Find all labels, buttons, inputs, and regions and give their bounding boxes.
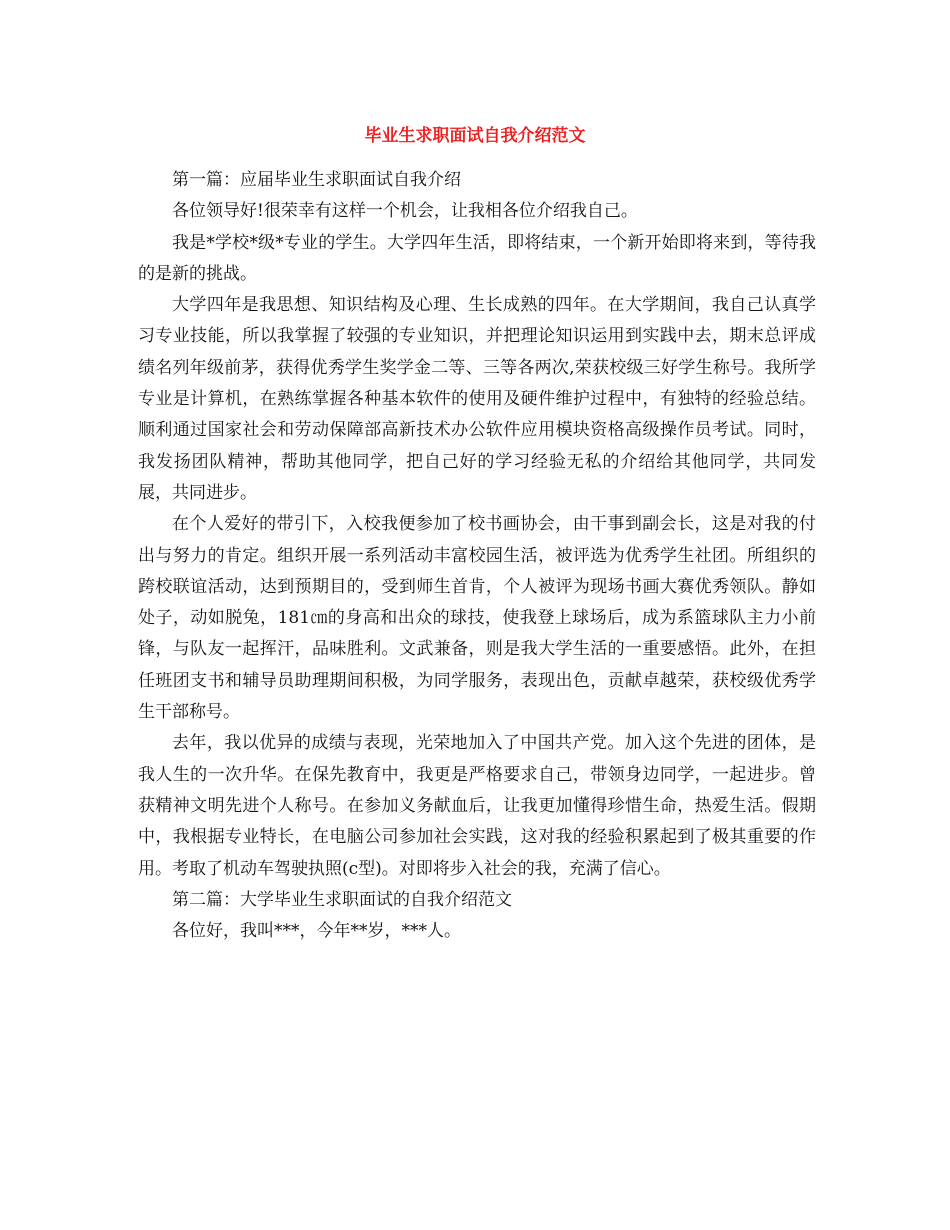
paragraph: 各位领导好!很荣幸有这样一个机会，让我相各位介绍我自己。 xyxy=(172,201,638,222)
paragraph: 我是*学校*级*专业的学生。大学四年生活，即将结束，一个新开始即将来到，等待我的是新的挑战。 xyxy=(138,232,816,284)
document-body xyxy=(138,165,816,947)
paragraph: 去年，我以优异的成绩与表现，光荣地加入了中国共产党。加入这个先进的团体，是我人生的一次升华。在保先教育中，我更是严格要求自己，带领身边同学，一起进步。曾获精神文明先进个人称号。在参加义务献血后，让我更加懂得珍惜生命，热爱生活。假期中，我根据专业特长，在电脑公司参加社会实践，这对我的经验积累起到了极其重要的作用。考取了机动车驾驶执照(c型)。对即将步入社会的我，充满了信心。 xyxy=(138,733,816,879)
paragraph: 在个人爱好的带引下，入校我便参加了校书画协会，由干事到副会长，这是对我的付出与努力的肯定。组织开展一系列活动丰富校园生活，被评选为优秀学生社团。所组织的跨校联谊活动，达到预期目的，受到师生首肯，个人被评为现场书画大赛优秀领队。静如处子，动如脱兔，181㎝的身高和出众的球技，使我登上球场后，成为系篮球队主力小前锋，与队友一起挥汗，品味胜利。文武兼备，则是我大学生活的一重要感悟。此外，在担任班团支书和辅导员助理期间积极，为同学服务，表现出色，贡献卓越荣，获校级优秀学生干部称号。 xyxy=(138,514,816,723)
document-title: 毕业生求职面试自我介绍范文 xyxy=(364,126,586,146)
paragraph: 各位好，我叫***，今年**岁，***人。 xyxy=(172,921,461,942)
section-heading-1: 第一篇：应届毕业生求职面试自我介绍 xyxy=(172,170,461,190)
paragraph: 大学四年是我思想、知识结构及心理、生长成熟的四年。在大学期间，我自己认真学习专业技能，所以我掌握了较强的专业知识，并把理论知识运用到实践中去，期末总评成绩名列年级前茅，获得优秀学生奖学金二等、三等各两次,荣获校级三好学生称号。我所学专业是计算机，在熟练掌握各种基本软件的使用及硬件维护过程中，有独特的经验总结。顺利通过国家社会和劳动保障部高新技术办公软件应用模块资格高级操作员考试。同时，我发扬团队精神，帮助其他同学，把自己好的学习经验无私的介绍给其他同学，共同发展，共同进步。 xyxy=(138,295,816,503)
section-heading-2: 第二篇：大学毕业生求职面试的自我介绍范文 xyxy=(172,889,512,910)
